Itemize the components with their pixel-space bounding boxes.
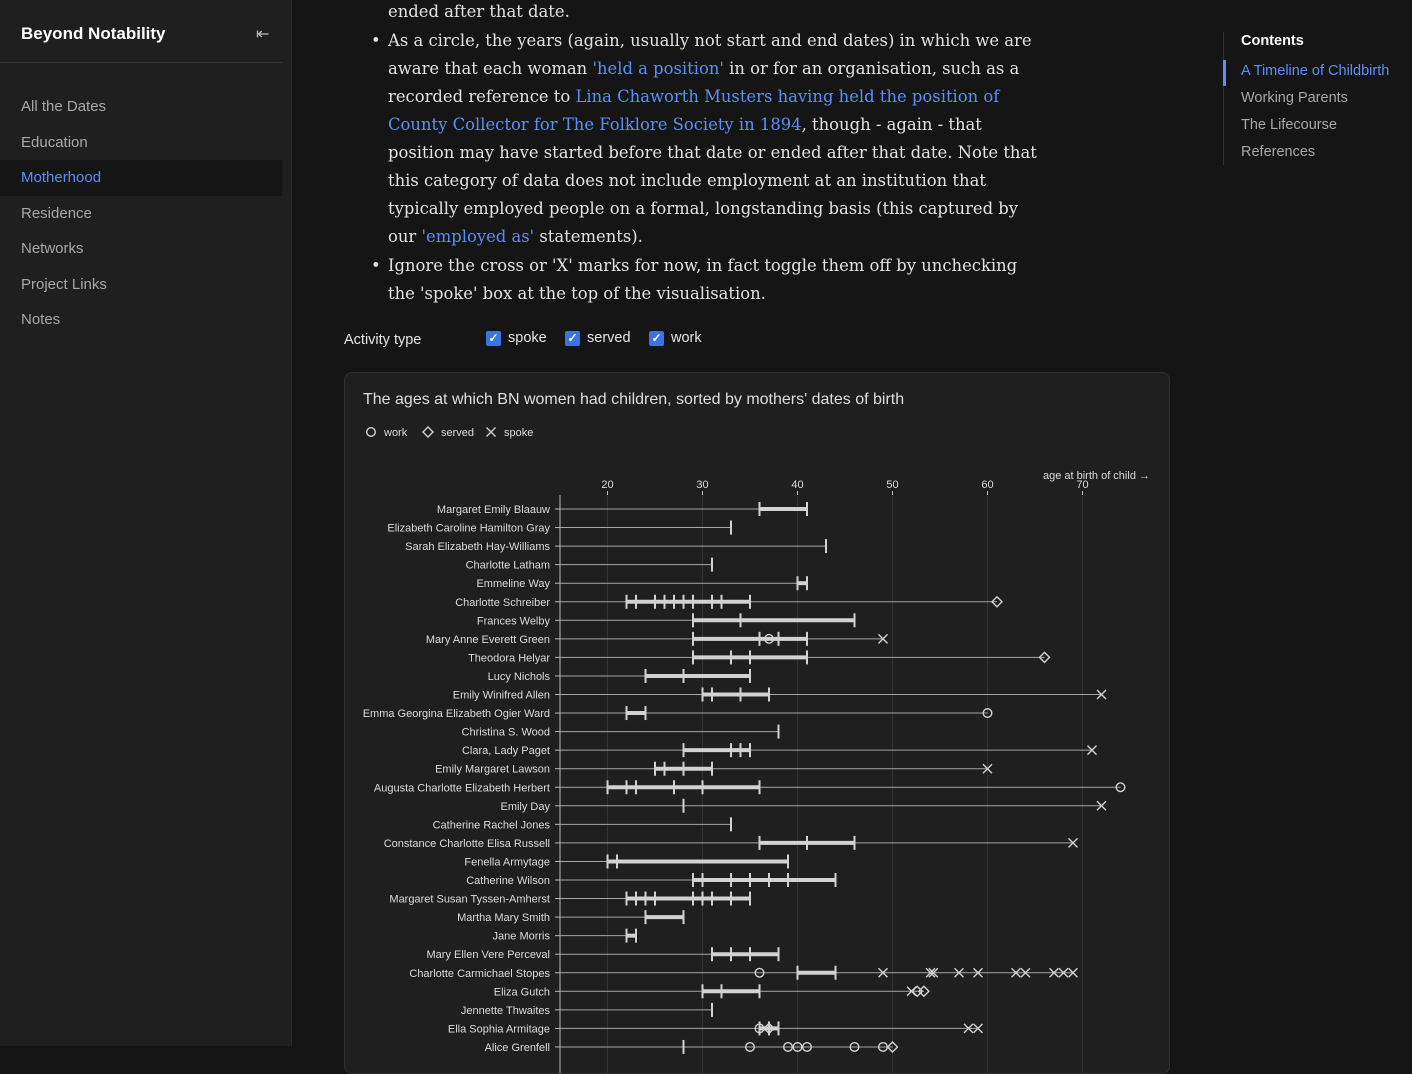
row-label: Sarah Elizabeth Hay-Williams xyxy=(405,541,550,554)
row-label: Charlotte Latham xyxy=(465,559,550,572)
sidebar-divider xyxy=(0,62,283,63)
x-tick-label: 70 xyxy=(1076,479,1089,491)
legend-label-served: served xyxy=(441,427,475,439)
toc-active-marker xyxy=(1223,60,1226,86)
row-label: Christina S. Wood xyxy=(461,726,550,739)
row-label: Mary Ellen Vere Perceval xyxy=(426,949,550,962)
served-checkbox[interactable] xyxy=(565,330,631,346)
checkbox-label[interactable]: spoke xyxy=(508,330,547,346)
legend-diamond-icon xyxy=(423,427,433,437)
work-checkbox[interactable] xyxy=(649,330,702,346)
row-label: Emily Winifred Allen xyxy=(452,689,550,702)
row-label: Augusta Charlotte Elizabeth Herbert xyxy=(373,782,550,795)
x-axis-label: age at birth of child → xyxy=(1042,470,1150,482)
article-text xyxy=(388,0,1048,308)
row-label: Catherine Wilson xyxy=(466,875,550,887)
sidebar-item-notes[interactable]: Notes xyxy=(21,311,61,328)
toc-item-references[interactable]: References xyxy=(1241,144,1316,160)
row-label: Emily Day xyxy=(500,800,550,813)
lina-chaworth-musters-link[interactable]: Lina Chaworth Musters having held the position of County Collector for The Folklore Society in 1894 xyxy=(388,87,1000,134)
x-tick-label: 50 xyxy=(886,479,899,491)
text-span: , though - again - that position may have started before that date or ended after that date. Note that this category of data does not include employment at an institution that typically employed people on a formal, longstanding basis (this captured by our xyxy=(388,115,1037,246)
sidebar-item-project-links[interactable]: Project Links xyxy=(21,275,107,293)
row-label: Theodora Helyar xyxy=(468,652,550,665)
toc-heading: Contents xyxy=(1241,33,1304,49)
collapse-sidebar-icon[interactable]: ⇤ xyxy=(256,26,270,43)
row-label: Constance Charlotte Elisa Russell xyxy=(383,837,550,850)
spoke-checkbox[interactable] xyxy=(486,330,547,346)
list-item xyxy=(388,27,1048,251)
checkmark-icon[interactable]: ✓ xyxy=(486,331,501,346)
text-span: in or for an organisation, such as a recorded reference to xyxy=(388,59,1020,106)
row-label: Margaret Emily Blaauw xyxy=(436,504,550,516)
activity-type-filter xyxy=(344,330,844,352)
sidebar-item-motherhood[interactable]: Motherhood xyxy=(0,160,282,196)
row-label: Eliza Gutch xyxy=(493,986,550,999)
brand-title[interactable]: Beyond Notability xyxy=(21,24,166,43)
main-content xyxy=(292,0,1192,1054)
row-label: Lucy Nichols xyxy=(487,670,550,683)
checkbox-label[interactable]: work xyxy=(671,330,702,346)
row-label: Emma Georgina Elizabeth Ogier Ward xyxy=(362,708,550,721)
row-label: Ella Sophia Armitage xyxy=(447,1023,550,1036)
toc-item-working-parents[interactable]: Working Parents xyxy=(1241,90,1348,106)
bullet-list xyxy=(388,27,1048,308)
legend-cross-icon xyxy=(487,428,496,437)
row-label: Fenella Armytage xyxy=(464,856,550,869)
sidebar-item-education[interactable]: Education xyxy=(21,133,88,151)
employed-as-link[interactable]: 'employed as' xyxy=(421,227,535,246)
x-tick-label: 20 xyxy=(601,479,614,491)
row-label: Charlotte Schreiber xyxy=(455,596,550,609)
row-label: Martha Mary Smith xyxy=(457,912,550,925)
row-label: Jennette Thwaites xyxy=(460,1004,550,1017)
row-label: Clara, Lady Paget xyxy=(461,745,550,758)
legend-label-spoke: spoke xyxy=(504,427,534,439)
toc-rail xyxy=(1223,32,1224,165)
row-label: Catherine Rachel Jones xyxy=(432,819,550,832)
x-tick-label: 40 xyxy=(791,479,804,491)
sidebar-item-all-the-dates[interactable]: All the Dates xyxy=(21,98,107,115)
list-item xyxy=(388,252,1048,308)
sidebar xyxy=(0,0,292,1046)
row-label: Elizabeth Caroline Hamilton Gray xyxy=(387,522,550,535)
activity-type-label: Activity type xyxy=(344,332,422,348)
row-label: Jane Morris xyxy=(492,930,550,943)
row-label: Alice Grenfell xyxy=(484,1041,550,1054)
childbirth-timeline-chart xyxy=(345,373,1169,1073)
paragraph-fragment: ended after that date. xyxy=(388,2,570,21)
held-a-position-link[interactable]: 'held a position' xyxy=(592,59,724,78)
x-tick-label: 60 xyxy=(981,479,994,491)
checkbox-label[interactable]: served xyxy=(587,330,631,346)
row-label: Emily Margaret Lawson xyxy=(435,763,550,776)
toc-item-the-lifecourse[interactable]: The Lifecourse xyxy=(1241,117,1337,133)
sidebar-item-networks[interactable]: Networks xyxy=(21,240,84,257)
checkmark-icon[interactable]: ✓ xyxy=(565,331,580,346)
sidebar-item-residence[interactable]: Residence xyxy=(21,204,92,222)
text-span: Ignore the cross or 'X' marks for now, in fact toggle them off by unchecking the 'spoke' box at the top of the visualisation. xyxy=(388,256,1018,303)
row-label: Mary Anne Everett Green xyxy=(425,633,550,646)
text-span: statements). xyxy=(534,227,643,246)
legend-label-work: work xyxy=(384,427,408,439)
row-label: Charlotte Carmichael Stopes xyxy=(409,967,550,980)
sidebar-nav xyxy=(0,89,282,338)
checkmark-icon[interactable]: ✓ xyxy=(649,331,664,346)
row-label: Emmeline Way xyxy=(476,578,550,591)
text-span: As a circle, the years (again, usually not start and end dates) in which we are aware that each woman xyxy=(388,31,1032,78)
x-tick-label: 30 xyxy=(696,479,709,491)
chart-title: The ages at which BN women had children, sorted by mothers' dates of birth xyxy=(363,391,905,408)
row-label: Margaret Susan Tyssen-Amherst xyxy=(389,893,550,906)
legend-circle-icon xyxy=(367,428,376,437)
toc-item-timeline-of-childbirth[interactable]: A Timeline of Childbirth xyxy=(1241,63,1390,79)
chart-card xyxy=(344,372,1170,1074)
row-label: Frances Welby xyxy=(476,615,550,628)
